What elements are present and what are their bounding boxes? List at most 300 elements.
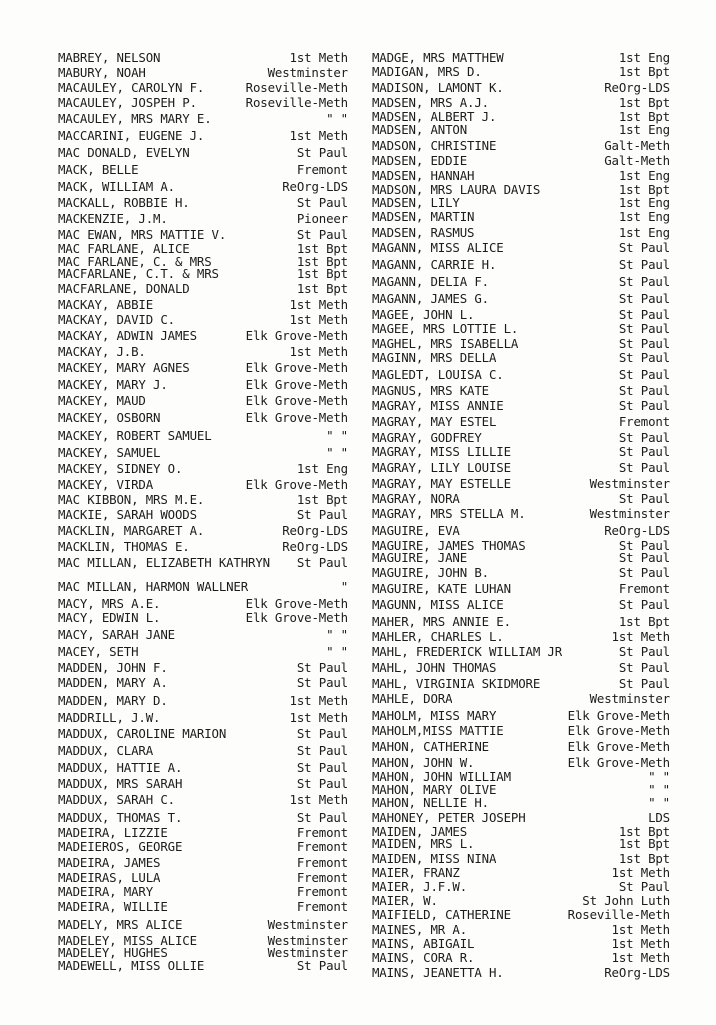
- list-item: [58, 661, 348, 675]
- list-item: [372, 258, 670, 272]
- entry-name: MADEIRA, LIZZIE: [58, 826, 168, 840]
- entry-name: MACKEY, MARY J.: [58, 378, 168, 392]
- entry-church: 1st Bpt: [296, 241, 348, 256]
- entry-name: MACKALL, ROBBIE H.: [58, 196, 190, 210]
- entry-church: St Paul: [618, 274, 670, 289]
- list-item: [58, 777, 348, 791]
- entry-church: Westminster: [589, 691, 670, 706]
- entry-church: St Paul: [618, 336, 670, 351]
- list-item: [372, 677, 670, 691]
- list-item: [58, 96, 348, 110]
- entry-name: MADSEN, HANNAH: [372, 169, 475, 183]
- list-item: [372, 196, 670, 210]
- entry-church: Westminster: [267, 933, 348, 948]
- entry-name: MACKEY, VIRDA: [58, 478, 154, 492]
- list-item: [58, 378, 348, 392]
- list-item: [58, 313, 348, 327]
- entry-church: 1st Meth: [611, 629, 670, 644]
- list-item: [372, 81, 670, 95]
- list-item: [58, 51, 348, 65]
- entry-name: MACKEY, OSBORN: [58, 411, 161, 425]
- entry-church: " ": [326, 428, 348, 443]
- list-item: [372, 226, 670, 240]
- entry-church: Galt-Meth: [604, 138, 670, 153]
- entry-name: MAIER, W.: [372, 894, 438, 908]
- entry-name: MADELEY, MISS ALICE: [58, 934, 197, 948]
- list-item: [58, 267, 348, 281]
- entry-name: MAHLER, CHARLES L.: [372, 630, 504, 644]
- entry-church: Fremont: [296, 899, 348, 914]
- entry-name: MAHOLM,MISS MATTIE: [372, 724, 504, 738]
- entry-church: St Paul: [618, 307, 670, 322]
- list-item: [372, 292, 670, 306]
- entry-name: MADDUX, CAROLINE MARION: [58, 727, 227, 741]
- entry-church: 1st Meth: [611, 936, 670, 951]
- entry-church: 1st Meth: [289, 297, 348, 312]
- entry-name: MADSEN, ANTON: [372, 123, 468, 137]
- list-item: [372, 351, 670, 365]
- entry-church: 1st Bpt: [296, 266, 348, 281]
- entry-name: MADELY, MRS ALICE: [58, 918, 183, 932]
- entry-church: St Paul: [618, 430, 670, 445]
- entry-name: MADEIEROS, GEORGE: [58, 840, 183, 854]
- list-item: [58, 394, 348, 408]
- list-item: [58, 628, 348, 642]
- list-item: [372, 477, 670, 491]
- list-item: [58, 478, 348, 492]
- list-item: [58, 508, 348, 522]
- list-item: [372, 724, 670, 738]
- entry-church: ReOrg-LDS: [604, 80, 670, 95]
- entry-church: Elk Grove-Meth: [567, 739, 670, 754]
- list-item: [58, 493, 348, 507]
- list-item: [372, 154, 670, 168]
- list-item: [58, 918, 348, 932]
- entry-name: MACKEY, MARY AGNES: [58, 361, 190, 375]
- list-item: [58, 112, 348, 126]
- entry-name: MAHOLM, MISS MARY: [372, 709, 497, 723]
- list-item: [58, 429, 348, 443]
- list-item: [58, 727, 348, 741]
- entry-church: " ": [326, 111, 348, 126]
- entry-name: MACKAY, ABBIE: [58, 298, 154, 312]
- list-item: [372, 322, 670, 336]
- entry-church: Elk Grove-Meth: [245, 410, 348, 425]
- entry-name: MAHON, JOHN W.: [372, 756, 475, 770]
- list-item: [58, 811, 348, 825]
- entry-church: St Paul: [296, 507, 348, 522]
- entry-church: 1st Eng: [618, 195, 670, 210]
- entry-name: MACY, SARAH JANE: [58, 628, 175, 642]
- entry-church: St Paul: [296, 743, 348, 758]
- entry-church: Roseville-Meth: [245, 95, 348, 110]
- entry-church: Fremont: [296, 839, 348, 854]
- entry-church: Fremont: [618, 414, 670, 429]
- entry-church: Westminster: [589, 476, 670, 491]
- entry-name: MAGLEDT, LOUISA C.: [372, 368, 504, 382]
- entry-church: " ": [326, 644, 348, 659]
- entry-church: St John Luth: [582, 893, 670, 908]
- list-item: [58, 180, 348, 194]
- entry-name: MAGEE, JOHN L.: [372, 308, 475, 322]
- entry-name: MADSEN, MARTIN: [372, 210, 475, 224]
- list-item: [58, 793, 348, 807]
- list-item: [372, 210, 670, 224]
- list-item: [58, 761, 348, 775]
- list-item: [372, 275, 670, 289]
- entry-name: MAHER, MRS ANNIE E.: [372, 615, 511, 629]
- entry-name: MADSON, CHRISTINE: [372, 139, 497, 153]
- list-item: [58, 196, 348, 210]
- entry-church: 1st Meth: [289, 710, 348, 725]
- list-item: [58, 711, 348, 725]
- entry-church: St Paul: [296, 726, 348, 741]
- entry-church: St Paul: [618, 644, 670, 659]
- list-item: [372, 241, 670, 255]
- entry-name: MAGHEL, MRS ISABELLA: [372, 337, 519, 351]
- entry-church: St Paul: [296, 227, 348, 242]
- list-item: [372, 811, 670, 825]
- entry-name: MACKEY, SAMUEL: [58, 446, 161, 460]
- entry-church: 1st Meth: [289, 50, 348, 65]
- entry-church: St Paul: [618, 291, 670, 306]
- entry-name: MAINES, MR A.: [372, 923, 468, 937]
- entry-church: ": [340, 579, 348, 594]
- entry-name: MACKIE, SARAH WOODS: [58, 508, 197, 522]
- list-item: [58, 885, 348, 899]
- entry-name: MADEIRA, JAMES: [58, 856, 161, 870]
- entry-name: MAGEE, MRS LOTTIE L.: [372, 322, 519, 336]
- list-item: [372, 65, 670, 79]
- entry-name: MAINS, JEANETTA H.: [372, 966, 504, 980]
- entry-church: " ": [326, 445, 348, 460]
- entry-church: Galt-Meth: [604, 153, 670, 168]
- entry-name: MAGRAY, GODFREY: [372, 431, 482, 445]
- entry-church: 1st Meth: [611, 865, 670, 880]
- entry-name: MAC EWAN, MRS MATTIE V.: [58, 228, 227, 242]
- list-item: [372, 337, 670, 351]
- entry-name: MADGE, MRS MATTHEW: [372, 51, 504, 65]
- entry-name: MAC FARLANE, C. & MRS: [58, 255, 212, 269]
- entry-church: St Paul: [618, 240, 670, 255]
- entry-name: MADIGAN, MRS D.: [372, 65, 482, 79]
- list-item: [58, 556, 348, 570]
- entry-church: 1st Meth: [611, 950, 670, 965]
- list-item: [372, 908, 670, 922]
- entry-name: MADSEN, RASMUS: [372, 226, 475, 240]
- entry-name: MAC MILLAN, ELIZABETH KATHRYN: [58, 556, 270, 570]
- list-item: [372, 951, 670, 965]
- entry-church: 1st Bpt: [618, 95, 670, 110]
- entry-church: ReOrg-LDS: [282, 523, 348, 538]
- list-item: [58, 146, 348, 160]
- list-item: [58, 580, 348, 594]
- entry-name: MAGNUS, MRS KATE: [372, 384, 489, 398]
- list-item: [58, 81, 348, 95]
- list-item: [372, 524, 670, 538]
- entry-church: ReOrg-LDS: [282, 539, 348, 554]
- entry-name: MAGUIRE, KATE LUHAN: [372, 582, 511, 596]
- entry-name: MAC FARLANE, ALICE: [58, 242, 190, 256]
- list-item: [58, 900, 348, 914]
- entry-name: MADISON, LAMONT K.: [372, 81, 504, 95]
- entry-name: MAGRAY, MISS LILLIE: [372, 445, 511, 459]
- list-item: [58, 611, 348, 625]
- entry-name: MAGANN, JAMES G.: [372, 292, 489, 306]
- entry-church: St Paul: [618, 350, 670, 365]
- entry-name: MAGUIRE, JOHN B.: [372, 566, 489, 580]
- entry-church: Fremont: [296, 162, 348, 177]
- entry-name: MADEWELL, MISS OLLIE: [58, 959, 205, 973]
- entry-church: 1st Bpt: [618, 109, 670, 124]
- list-item: [58, 411, 348, 425]
- list-item: [372, 937, 670, 951]
- entry-name: MADEIRA, WILLIE: [58, 900, 168, 914]
- entry-church: 1st Bpt: [618, 851, 670, 866]
- entry-church: 1st Eng: [618, 50, 670, 65]
- list-item: [58, 282, 348, 296]
- entry-name: MACKEY, SIDNEY O.: [58, 462, 183, 476]
- list-item: [372, 866, 670, 880]
- entry-church: 1st Bpt: [618, 824, 670, 839]
- entry-church: Elk Grove-Meth: [245, 377, 348, 392]
- entry-church: Elk Grove-Meth: [245, 360, 348, 375]
- entry-church: St Paul: [618, 879, 670, 894]
- list-item: [372, 461, 670, 475]
- entry-name: MAIER, FRANZ: [372, 866, 460, 880]
- entry-name: MAHL, FREDERICK WILLIAM JR: [372, 645, 563, 659]
- list-item: [372, 399, 670, 413]
- list-item: [58, 228, 348, 242]
- entry-name: MACKEY, MAUD: [58, 394, 146, 408]
- entry-church: LDS: [648, 810, 670, 825]
- list-item: [58, 871, 348, 885]
- entry-church: St Paul: [618, 367, 670, 382]
- list-item: [372, 96, 670, 110]
- entry-name: MAGRAY, NORA: [372, 492, 460, 506]
- entry-name: MADSEN, LILY: [372, 196, 460, 210]
- entry-church: 1st Eng: [618, 209, 670, 224]
- entry-name: MAGANN, MISS ALICE: [372, 241, 504, 255]
- entry-church: ReOrg-LDS: [604, 965, 670, 980]
- entry-church: St Paul: [296, 760, 348, 775]
- entry-church: St Paul: [618, 321, 670, 336]
- entry-church: 1st Meth: [289, 312, 348, 327]
- entry-church: Pioneer: [296, 211, 348, 226]
- entry-church: Elk Grove-Meth: [245, 596, 348, 611]
- list-item: [372, 837, 670, 851]
- entry-name: MADDUX, CLARA: [58, 744, 154, 758]
- entry-church: St Paul: [296, 958, 348, 973]
- entry-church: 1st Meth: [289, 693, 348, 708]
- entry-church: St Paul: [296, 675, 348, 690]
- entry-name: MACKLIN, THOMAS E.: [58, 540, 190, 554]
- entry-church: 1st Bpt: [296, 281, 348, 296]
- entry-church: Elk Grove-Meth: [245, 393, 348, 408]
- entry-church: St Paul: [618, 676, 670, 691]
- list-item: [372, 880, 670, 894]
- entry-church: St Paul: [618, 660, 670, 675]
- entry-church: Fremont: [296, 870, 348, 885]
- entry-name: MADDUX, SARAH C.: [58, 793, 175, 807]
- list-item: [372, 139, 670, 153]
- entry-name: MADDUX, THOMAS T.: [58, 811, 183, 825]
- entry-name: MAIDEN, JAMES: [372, 825, 468, 839]
- list-item: [58, 826, 348, 840]
- entry-name: MACKAY, ADWIN JAMES: [58, 329, 197, 343]
- entry-name: MAGRAY, MISS ANNIE: [372, 399, 504, 413]
- entry-name: MAHON, CATHERINE: [372, 740, 489, 754]
- entry-name: MAC DONALD, EVELYN: [58, 146, 190, 160]
- entry-name: MADDUX, HATTIE A.: [58, 761, 183, 775]
- entry-name: MACKAY, J.B.: [58, 345, 146, 359]
- entry-name: MAHON, NELLIE H.: [372, 796, 489, 810]
- entry-name: MADELEY, HUGHES: [58, 946, 168, 960]
- entry-church: 1st Eng: [618, 168, 670, 183]
- entry-name: MACK, BELLE: [58, 163, 139, 177]
- entry-name: MADEIRA, MARY: [58, 885, 154, 899]
- entry-church: Fremont: [618, 581, 670, 596]
- entry-name: MAHL, JOHN THOMAS: [372, 661, 497, 675]
- entry-name: MABREY, NELSON: [58, 51, 161, 65]
- entry-church: St Paul: [618, 257, 670, 272]
- list-item: [372, 966, 670, 980]
- entry-church: St Paul: [296, 555, 348, 570]
- list-item: [372, 445, 670, 459]
- entry-name: MAHONEY, PETER JOSEPH: [372, 811, 526, 825]
- list-item: [372, 169, 670, 183]
- list-item: [58, 446, 348, 460]
- list-item: [372, 783, 670, 797]
- entry-name: MAGUIRE, JAMES THOMAS: [372, 539, 526, 553]
- entry-church: 1st Meth: [289, 344, 348, 359]
- list-item: [372, 661, 670, 675]
- entry-church: St Paul: [296, 810, 348, 825]
- entry-church: St Paul: [618, 565, 670, 580]
- entry-name: MAHLE, DORA: [372, 692, 453, 706]
- list-item: [58, 856, 348, 870]
- entry-church: Westminster: [589, 506, 670, 521]
- list-item: [372, 923, 670, 937]
- entry-church: St Paul: [618, 538, 670, 553]
- entry-church: St Paul: [296, 145, 348, 160]
- list-item: [372, 384, 670, 398]
- entry-name: MADDRILL, J.W.: [58, 711, 161, 725]
- list-item: [58, 163, 348, 177]
- list-item: [372, 615, 670, 629]
- list-item: [372, 415, 670, 429]
- entry-name: MAGRAY, MRS STELLA M.: [372, 507, 526, 521]
- list-item: [372, 566, 670, 580]
- entry-name: MAIER, J.F.W.: [372, 880, 468, 894]
- list-item: [372, 894, 670, 908]
- entry-name: MACKENZIE, J.M.: [58, 212, 168, 226]
- list-item: [372, 796, 670, 810]
- entry-church: St Paul: [296, 776, 348, 791]
- entry-church: Westminster: [267, 917, 348, 932]
- entry-church: 1st Bpt: [618, 836, 670, 851]
- entry-church: Fremont: [296, 855, 348, 870]
- entry-church: Roseville-Meth: [245, 80, 348, 95]
- list-item: [372, 692, 670, 706]
- entry-church: Roseville-Meth: [567, 907, 670, 922]
- entry-church: Elk Grove-Meth: [567, 755, 670, 770]
- entry-church: Elk Grove-Meth: [567, 723, 670, 738]
- entry-name: MADEIRAS, LULA: [58, 871, 161, 885]
- entry-church: St Paul: [618, 398, 670, 413]
- list-item: [372, 645, 670, 659]
- entry-name: MADSEN, MRS A.J.: [372, 96, 489, 110]
- entry-name: MACFARLANE, C.T. & MRS: [58, 267, 219, 281]
- entry-church: Elk Grove-Meth: [245, 328, 348, 343]
- entry-name: MADDEN, JOHN F.: [58, 661, 168, 675]
- list-item: [372, 51, 670, 65]
- entry-church: Westminster: [267, 65, 348, 80]
- entry-name: MAHON, JOHN WILLIAM: [372, 770, 511, 784]
- list-item: [372, 582, 670, 596]
- entry-name: MACAULEY, MRS MARY E.: [58, 112, 212, 126]
- entry-church: 1st Meth: [289, 128, 348, 143]
- list-item: [58, 645, 348, 659]
- entry-church: St Paul: [618, 383, 670, 398]
- entry-name: MAGINN, MRS DELLA: [372, 351, 497, 365]
- entry-church: " ": [648, 769, 670, 784]
- entry-church: St Paul: [296, 195, 348, 210]
- entry-name: MAGANN, DELIA F.: [372, 275, 489, 289]
- entry-church: 1st Bpt: [618, 182, 670, 197]
- entry-name: MACK, WILLIAM A.: [58, 180, 175, 194]
- entry-name: MAGUNN, MISS ALICE: [372, 598, 504, 612]
- list-item: [58, 345, 348, 359]
- entry-name: MABURY, NOAH: [58, 66, 146, 80]
- list-item: [58, 840, 348, 854]
- entry-name: MAIDEN, MISS NINA: [372, 852, 497, 866]
- entry-name: MAINS, ABIGAIL: [372, 937, 475, 951]
- entry-name: MADSON, MRS LAURA DAVIS: [372, 183, 541, 197]
- entry-church: " ": [648, 795, 670, 810]
- list-item: [372, 123, 670, 137]
- entry-church: 1st Meth: [611, 922, 670, 937]
- entry-church: Elk Grove-Meth: [245, 477, 348, 492]
- entry-name: MAC KIBBON, MRS M.E.: [58, 493, 205, 507]
- entry-church: 1st Eng: [296, 461, 348, 476]
- entry-name: MADDEN, MARY D.: [58, 694, 168, 708]
- entry-name: MAHL, VIRGINIA SKIDMORE: [372, 677, 541, 691]
- list-item: [372, 598, 670, 612]
- entry-church: ReOrg-LDS: [282, 179, 348, 194]
- entry-church: Fremont: [296, 825, 348, 840]
- entry-name: MACAULEY, JOSPEH P.: [58, 96, 197, 110]
- list-item: [58, 298, 348, 312]
- list-item: [372, 756, 670, 770]
- entry-church: St Paul: [296, 660, 348, 675]
- entry-name: MAC MILLAN, HARMON WALLNER: [58, 580, 249, 594]
- entry-name: MACY, EDWIN L.: [58, 611, 161, 625]
- entry-name: MACCARINI, EUGENE J.: [58, 129, 205, 143]
- list-item: [372, 431, 670, 445]
- entry-church: Elk Grove-Meth: [245, 610, 348, 625]
- entry-name: MACFARLANE, DONALD: [58, 282, 190, 296]
- entry-name: MADSEN, ALBERT J.: [372, 110, 497, 124]
- entry-name: MACAULEY, CAROLYN F.: [58, 81, 205, 95]
- entry-church: Elk Grove-Meth: [567, 708, 670, 723]
- entry-name: MAHON, MARY OLIVE: [372, 783, 497, 797]
- entry-name: MAGRAY, LILY LOUISE: [372, 461, 511, 475]
- list-item: [372, 740, 670, 754]
- list-item: [58, 540, 348, 554]
- list-item: [58, 959, 348, 973]
- list-item: [58, 329, 348, 343]
